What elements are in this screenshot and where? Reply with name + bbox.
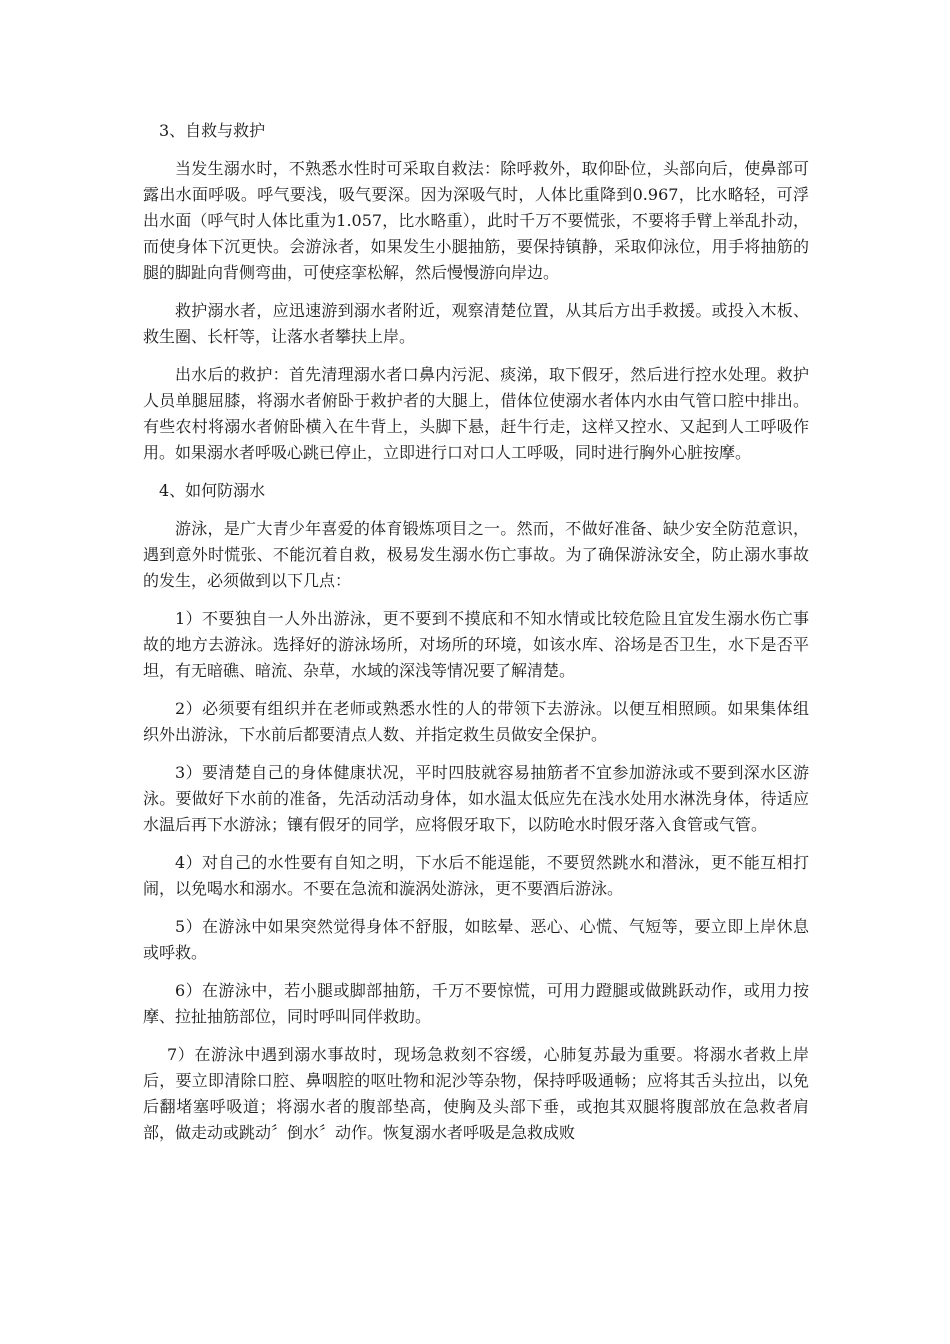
- section-3-paragraph-self-rescue: 当发生溺水时，不熟悉水性时可采取自救法：除呼救外，取仰卧位，头部向后，使鼻部可露出水面呼吸。呼气要浅，吸气要深。因为深吸气时，人体比重降到0.967，比水略轻，可浮出水面（呼气时人体比重为1.057，比水略重），此时千万不要慌张，不要将手臂上举乱扑动，而使身体下沉更快。会游泳者，如果发生小腿抽筋，要保持镇静，采取仰泳位，用手将抽筋的腿的脚趾向背侧弯曲，可使痉挛松解，然后慢慢游向岸边。: [143, 159, 809, 282]
- section-4-item-6: 6）在游泳中，若小腿或脚部抽筋，千万不要惊慌，可用力蹬腿或做跳跃动作，或用力按摩、拉扯抽筋部位，同时呼叫同伴救助。: [143, 981, 809, 1026]
- section-4-intro: 游泳，是广大青少年喜爱的体育锻炼项目之一。然而，不做好准备、缺少安全防范意识，遇到意外时慌张、不能沉着自救，极易发生溺水伤亡事故。为了确保游泳安全，防止溺水事故的发生，必须做到以下几点：: [143, 519, 809, 590]
- section-4-item-2: 2）必须要有组织并在老师或熟悉水性的人的带领下去游泳。以便互相照顾。如果集体组织外出游泳，下水前后都要清点人数、并指定救生员做安全保护。: [143, 699, 809, 744]
- section-4-item-4: 4）对自己的水性要有自知之明，下水后不能逞能，不要贸然跳水和潜泳，更不能互相打闹，以免喝水和溺水。不要在急流和漩涡处游泳，更不要酒后游泳。: [143, 853, 809, 898]
- section-4-heading: 4、如何防溺水: [159, 481, 266, 500]
- section-3-paragraph-aftercare: 出水后的救护：首先清理溺水者口鼻内污泥、痰涕，取下假牙，然后进行控水处理。救护人员单腿屈膝，将溺水者俯卧于救护者的大腿上，借体位使溺水者体内水由气管口腔中排出。有些农村将溺水者俯卧横入在牛背上，头脚下悬，赶牛行走，这样又控水、又起到人工呼吸作用。如果溺水者呼吸心跳已停止，立即进行口对口人工呼吸，同时进行胸外心脏按摩。: [143, 365, 809, 462]
- section-4-item-5: 5）在游泳中如果突然觉得身体不舒服，如眩晕、恶心、心慌、气短等，要立即上岸休息或呼救。: [143, 917, 809, 962]
- section-3-heading: 3、自救与救护: [159, 121, 266, 140]
- section-4-item-1: 1）不要独自一人外出游泳，更不要到不摸底和不知水情或比较危险且宜发生溺水伤亡事故的地方去游泳。选择好的游泳场所，对场所的环境，如该水库、浴场是否卫生，水下是否平坦，有无暗礁、暗流、杂草，水域的深浅等情况要了解清楚。: [143, 609, 809, 680]
- section-3-paragraph-rescue: 救护溺水者，应迅速游到溺水者附近，观察清楚位置，从其后方出手救援。或投入木板、救生圈、长杆等，让落水者攀扶上岸。: [143, 301, 809, 346]
- section-4-item-3: 3）要清楚自己的身体健康状况，平时四肢就容易抽筋者不宜参加游泳或不要到深水区游泳。要做好下水前的准备，先活动活动身体，如水温太低应先在浅水处用水淋洗身体，待适应水温后再下水游泳；镶有假牙的同学，应将假牙取下，以防呛水时假牙落入食管或气管。: [143, 763, 809, 834]
- document-body: [143, 118, 809, 1158]
- section-4-item-7: 7）在游泳中遇到溺水事故时，现场急救刻不容缓，心肺复苏最为重要。将溺水者救上岸后，要立即清除口腔、鼻咽腔的呕吐物和泥沙等杂物，保持呼吸通畅；应将其舌头拉出，以免后翻堵塞呼吸道；将溺水者的腹部垫高，使胸及头部下垂，或抱其双腿将腹部放在急救者肩部，做走动或跳动〞倒水〞动作。恢复溺水者呼吸是急救成败: [143, 1045, 809, 1142]
